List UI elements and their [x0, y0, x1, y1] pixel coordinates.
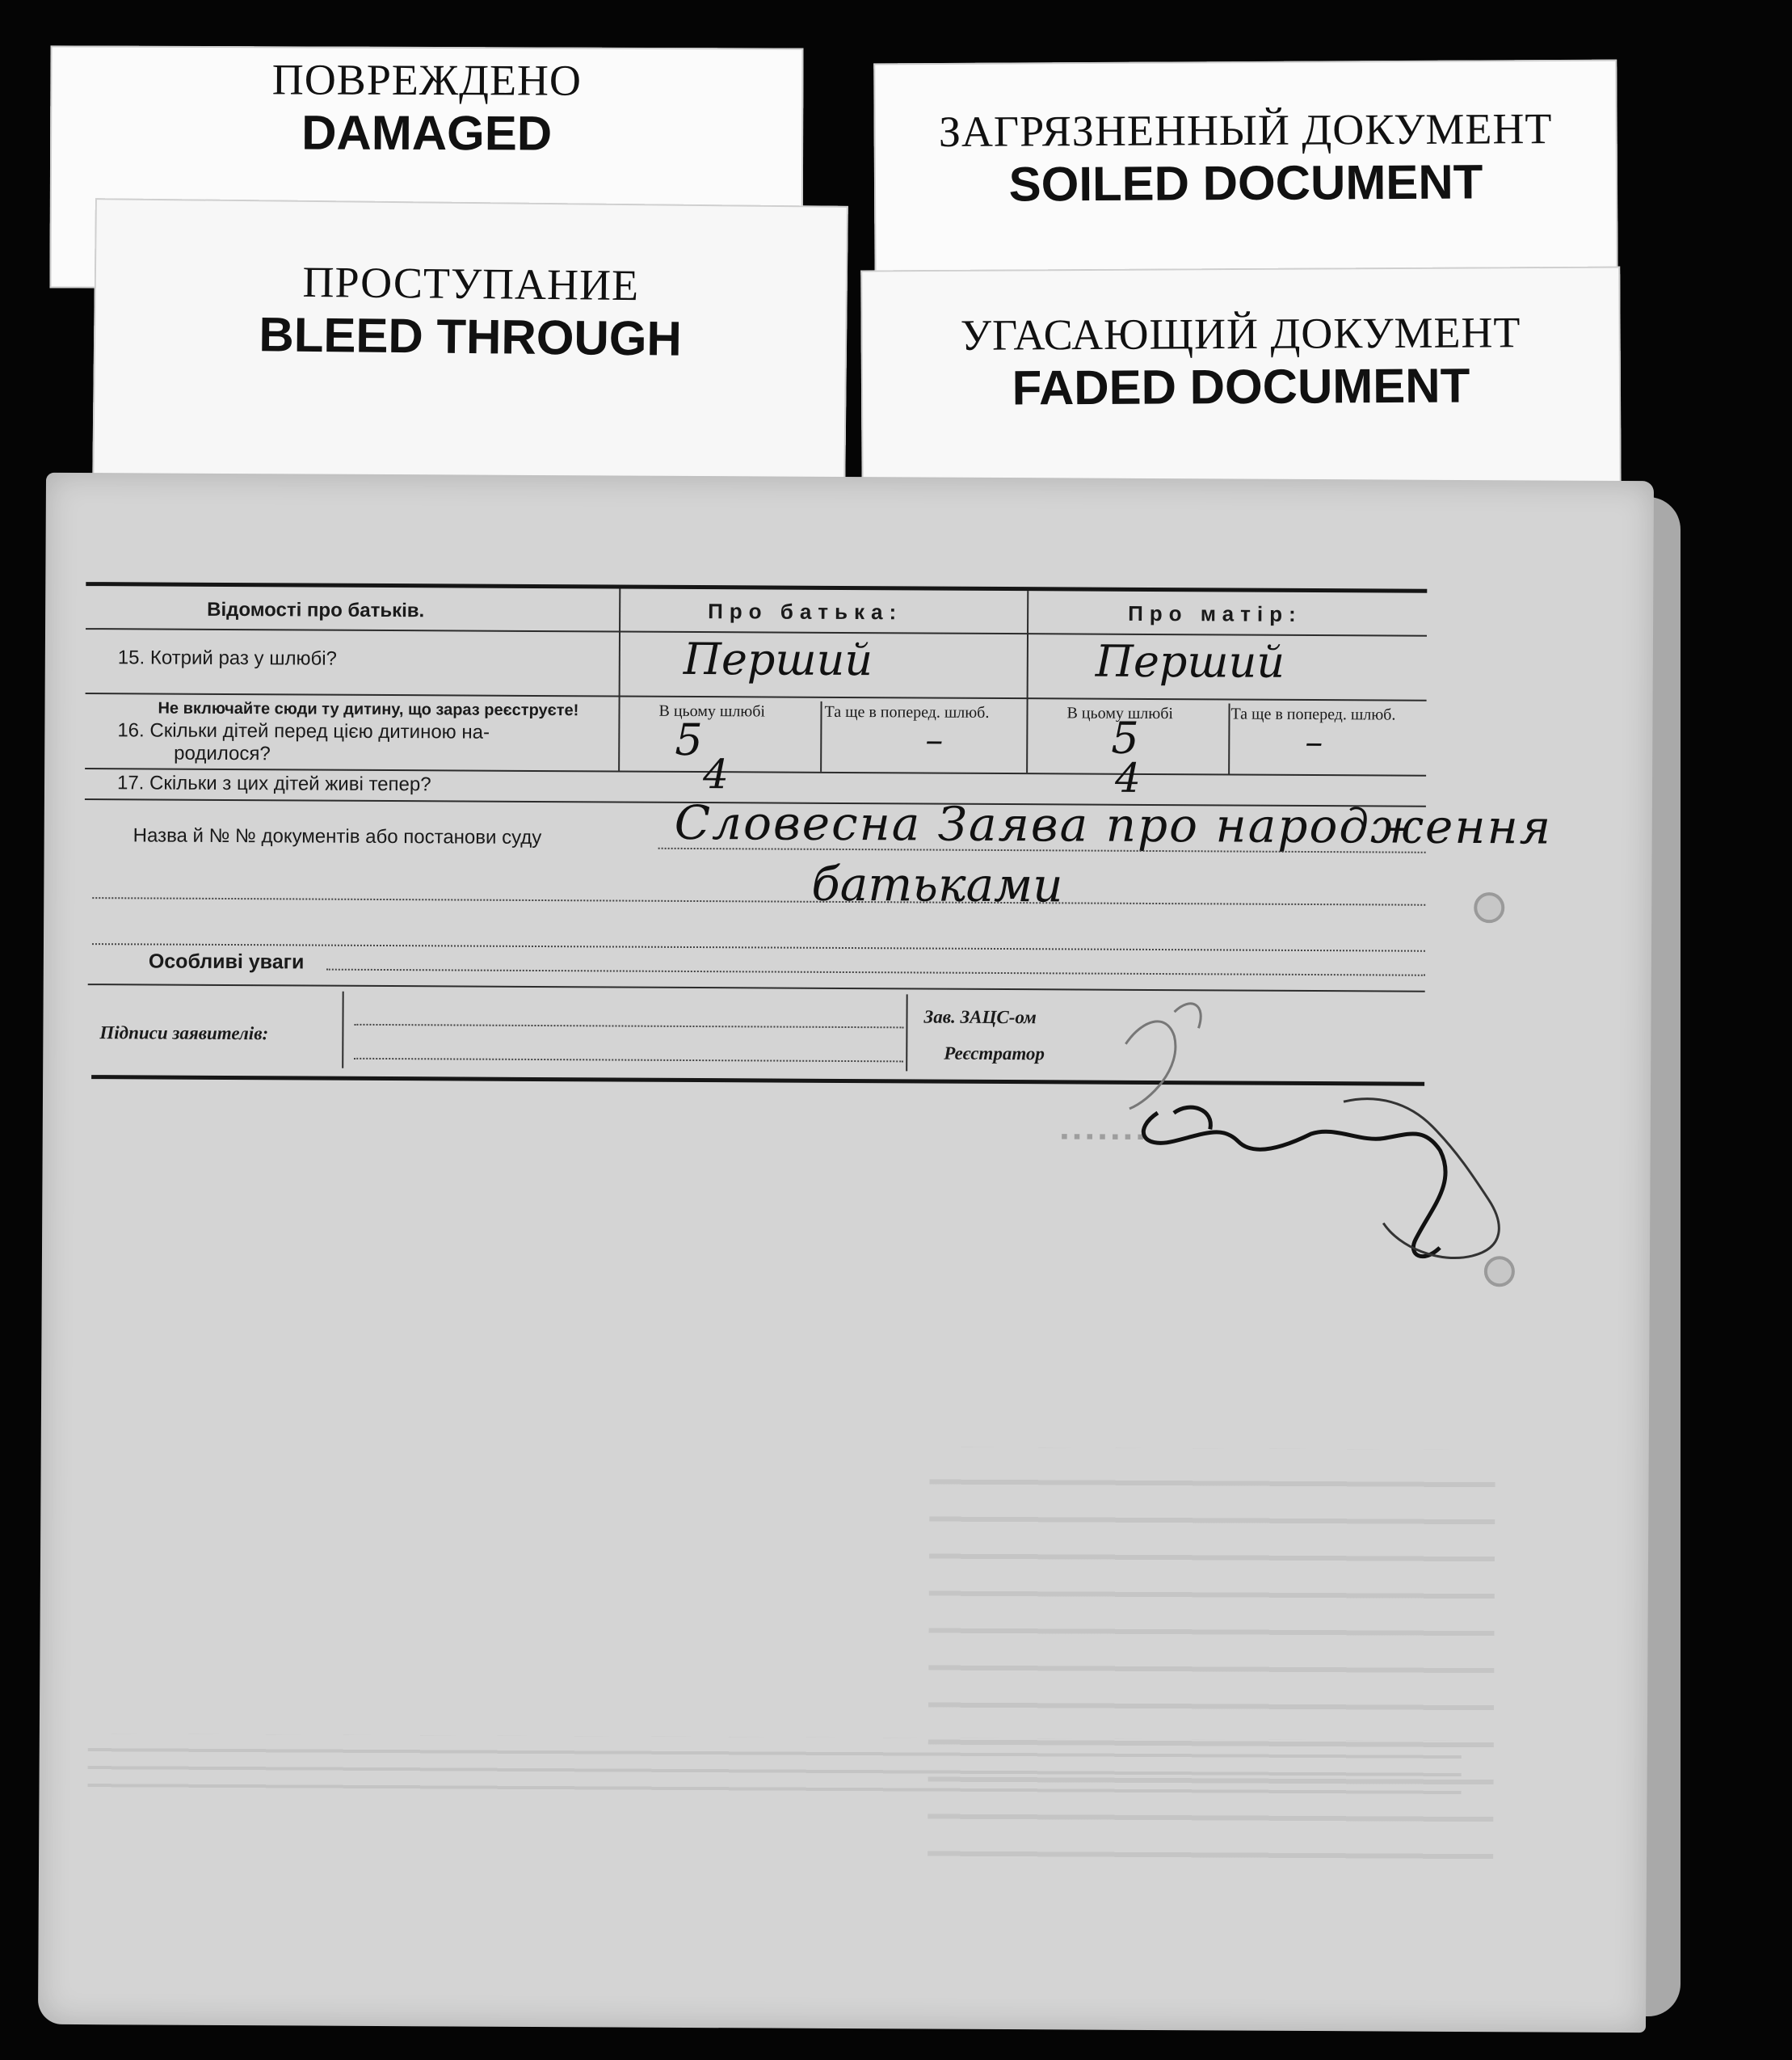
- q16-mother-sub-in: В цьому шлюбі: [1066, 704, 1174, 723]
- registrar-label: Реєстратор: [944, 1043, 1045, 1064]
- documents-value-line1: Словесна Заява про народження: [674, 794, 1553, 855]
- q16-father-prev-value: –: [925, 719, 944, 761]
- divider-father: [618, 589, 620, 771]
- signatures-label: Підписи заявителів:: [99, 1022, 269, 1044]
- registrar-signature: [1052, 938, 1554, 1288]
- q17-father-value: 4: [702, 751, 730, 798]
- signatures-right-bracket: [906, 994, 907, 1071]
- signature-line-2: [354, 1058, 903, 1063]
- special-notes-label: Особливі уваги: [148, 950, 305, 974]
- q16-mother-in-value: 5: [1111, 712, 1139, 764]
- label-soiled-ru: ЗАГРЯЗНЕННЫЙ ДОКУМЕНТ: [938, 104, 1553, 156]
- q16-mother-prev-value: –: [1305, 721, 1323, 764]
- top-rule: [86, 582, 1427, 593]
- zags-head-label: Зав. ЗАЦС-ом: [923, 1006, 1037, 1028]
- q16-note: Не включайте сюди ту дитину, що зараз реєструєте!: [158, 699, 579, 720]
- punch-hole-1: [1474, 892, 1504, 923]
- label-bleed-through: [92, 198, 848, 497]
- label-damaged-en: DAMAGED: [301, 105, 553, 161]
- q16-father-sub-prev: Та ще в поперед. шлюб.: [824, 702, 990, 722]
- q15-father-value: Перший: [683, 633, 873, 686]
- bleed-through-footer: [88, 1734, 1462, 1797]
- divider-father-sub: [820, 701, 822, 772]
- label-bleed-ru: ПРОСТУПАНИЕ: [302, 257, 640, 310]
- divider-mother-sub: [1228, 703, 1230, 773]
- label-bleed-en: BLEED THROUGH: [259, 307, 683, 366]
- documents-label: Назва й № № документів або постанови суду: [133, 824, 542, 849]
- q16-father-sub-in: В цьому шлюбі: [658, 701, 766, 721]
- label-faded: [860, 267, 1622, 513]
- header-mother: Про матір:: [1128, 600, 1302, 626]
- q16-father-in-value: 5: [675, 714, 703, 766]
- label-faded-ru: УГАСАЮЩИЙ ДОКУМЕНТ: [960, 308, 1521, 360]
- q16-label-line2: родилося?: [174, 742, 271, 765]
- label-faded-en: FADED DOCUMENT: [1012, 358, 1470, 415]
- header-parents-info: Відомості про батьків.: [207, 598, 425, 622]
- q17-label: 17. Скільки з цих дітей живі тепер?: [116, 772, 431, 796]
- label-damaged-ru: ПОВРЕЖДЕНО: [271, 55, 583, 105]
- q15-mother-value: Перший: [1095, 635, 1285, 688]
- q16-mother-sub-prev: Та ще в поперед. шлюб.: [1230, 705, 1396, 724]
- signature-line-1: [354, 1024, 903, 1029]
- q15-label: 15. Котрий раз у шлюбі?: [117, 647, 338, 670]
- header-father: Про батька:: [708, 599, 903, 625]
- documents-line2: [92, 897, 1425, 906]
- bleed-through-block: [928, 1447, 1495, 1871]
- signatures-left-bracket: [342, 992, 343, 1068]
- form-page: [38, 473, 1654, 2033]
- label-soiled-en: SOILED DOCUMENT: [1008, 154, 1483, 212]
- q17-mother-value: 4: [1114, 754, 1142, 802]
- divider-mother: [1026, 591, 1029, 773]
- q16-label-line1: 16. Скільки дітей перед цією дитиною на-: [117, 719, 490, 744]
- documents-value-line2: батьками: [811, 856, 1063, 913]
- punch-hole-2: [1484, 1256, 1515, 1287]
- bleed-through-text: ▪ ▪ ▪ ▪ ▪ ▪ ▪: [1060, 1124, 1145, 1148]
